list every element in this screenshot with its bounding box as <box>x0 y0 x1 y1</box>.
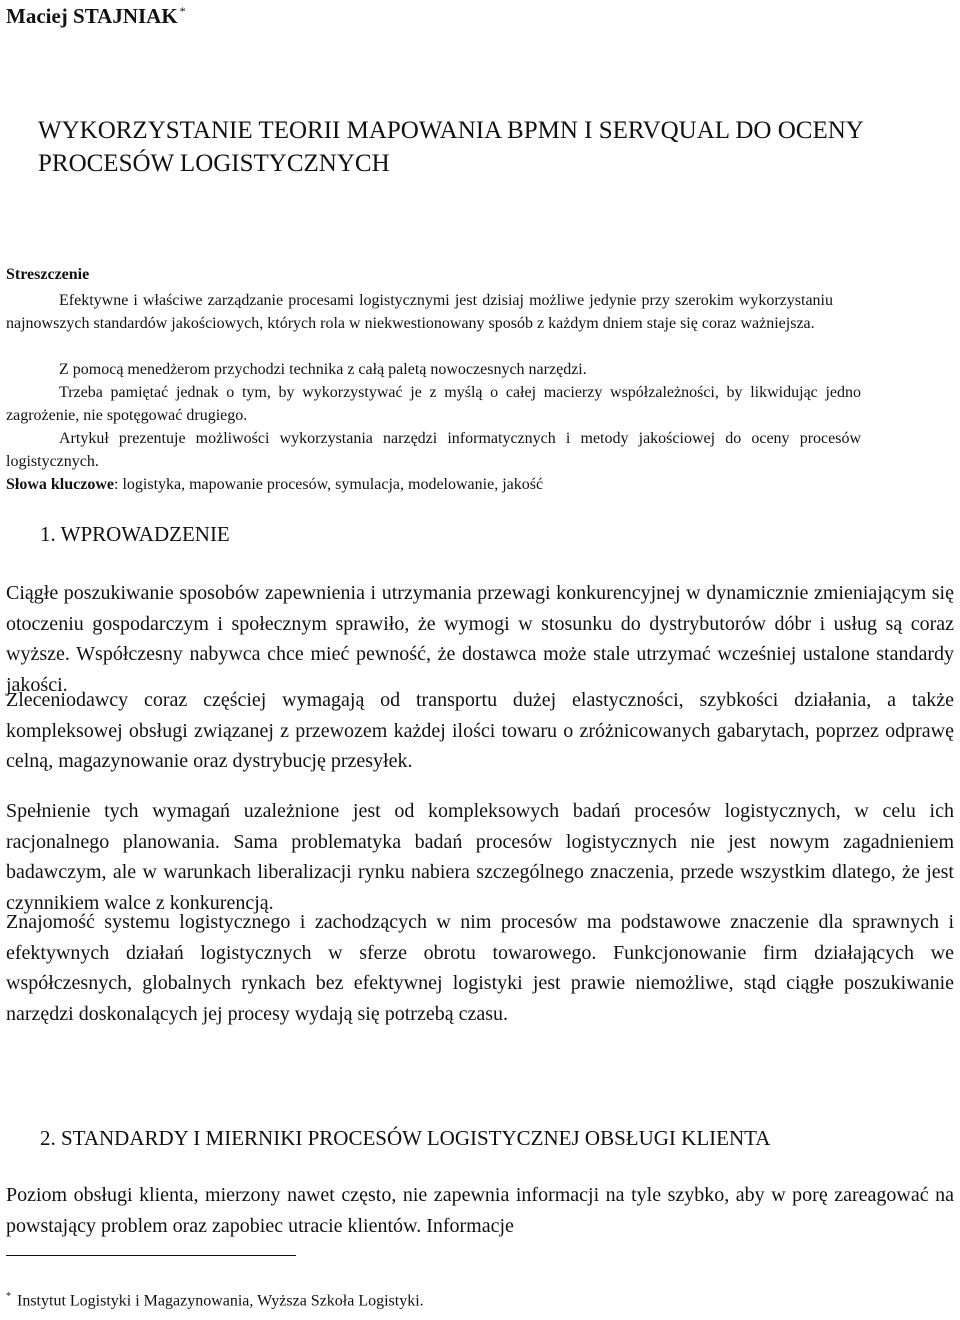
keywords-label: Słowa kluczowe <box>6 476 114 493</box>
abstract-heading: Streszczenie <box>6 266 90 283</box>
footnote-divider <box>6 1255 296 1256</box>
body-paragraph: Zleceniodawcy coraz częściej wymagają od transportu dużej elastyczności, szybkości działania, a także kompleksowej obsługi związanej z przewozem każdej ilości towaru o zróżnicowanych gabarytach, poprzez odprawę celną, magazynowanie oraz dystrybucję przesyłek. <box>6 689 954 772</box>
author-footnote-mark: * <box>179 4 186 18</box>
section-heading-introduction: 1. WPROWADZENIE <box>40 522 230 546</box>
body-paragraph: Poziom obsługi klienta, mierzony nawet często, nie zapewnia informacji na tyle szybko, aby w porę zareagować na powstający problem oraz zapobiec utracie klientów. Informacje <box>6 1184 954 1237</box>
body-paragraph: Spełnienie tych wymagań uzależnione jest od kompleksowych badań procesów logistycznych, w celu ich racjonalnego planowania. Sama problematyka badań procesów logistycznych nie jest nowym zagadnieniem badawczym, ale w warunkach liberalizacji rynku nabiera szczególnego znaczenia, przede wszystkim dlatego, że jest czynnikiem walce z konkurencją. <box>6 800 954 914</box>
keywords <box>6 473 543 496</box>
author-name-text: Maciej STAJNIAK <box>6 4 178 28</box>
abstract-paragraph: Z pomocą menedżerom przychodzi technika z całą paletą nowoczesnych narzędzi. <box>59 361 587 378</box>
paper-title: WYKORZYSTANIE TEORII MAPOWANIA BPMN I SERVQUAL DO OCENY PROCESÓW LOGISTYCZNYCH <box>38 117 863 177</box>
footnote <box>6 1291 424 1310</box>
abstract-paragraph: Trzeba pamiętać jednak o tym, by wykorzystywać je z myślą o całej macierzy współzależności, by likwidując jedno zagrożenie, nie spotęgować drugiego. <box>6 384 861 424</box>
footnote-text: Instytut Logistyki i Magazynowania, Wyższa Szkoła Logistyki. <box>17 1292 424 1310</box>
abstract-paragraph: Efektywne i właściwe zarządzanie procesami logistycznymi jest dzisiaj możliwe jedynie przy szerokim wykorzystaniu najnowszych standardów jakościowych, których rola w niekwestionowany sposób z każdym dniem staje się coraz ważniejsza. <box>6 292 833 332</box>
body-paragraph: Ciągłe poszukiwanie sposobów zapewnienia i utrzymania przewagi konkurencyjnej w dynamicznie zmieniającym się otoczeniu gospodarczym i społecznym sprawiło, że wymogi w stosunku do dystrybutorów dóbr i usług są coraz wyższe. Współczesny nabywca chce mieć pewność, że dostawca może stale utrzymać wcześniej ustalone standardy jakości. <box>6 582 954 696</box>
footnote-mark: * <box>6 1291 11 1302</box>
body-paragraph: Znajomość systemu logistycznego i zachodzących w nim procesów ma podstawowe znaczenie dla sprawnych i efektywnych działań logistycznych w sferze obrotu towarowego. Funkcjonowanie firm działających we współczesnych, globalnych rynkach bez efektywnej logistyki jest prawie niemożliwe, stąd ciągłe poszukiwanie narzędzi doskonalących jej procesy wydają się potrzebą czasu. <box>6 911 954 1025</box>
author-name <box>6 4 186 29</box>
abstract-paragraph: Artykuł prezentuje możliwości wykorzystania narzędzi informatycznych i metody jakościowej do oceny procesów logistycznych. <box>6 430 861 470</box>
keywords-list: : logistyka, mapowanie procesów, symulacja, modelowanie, jakość <box>114 476 544 493</box>
section-heading-standards: 2. STANDARDY I MIERNIKI PROCESÓW LOGISTYCZNEJ OBSŁUGI KLIENTA <box>40 1126 771 1150</box>
